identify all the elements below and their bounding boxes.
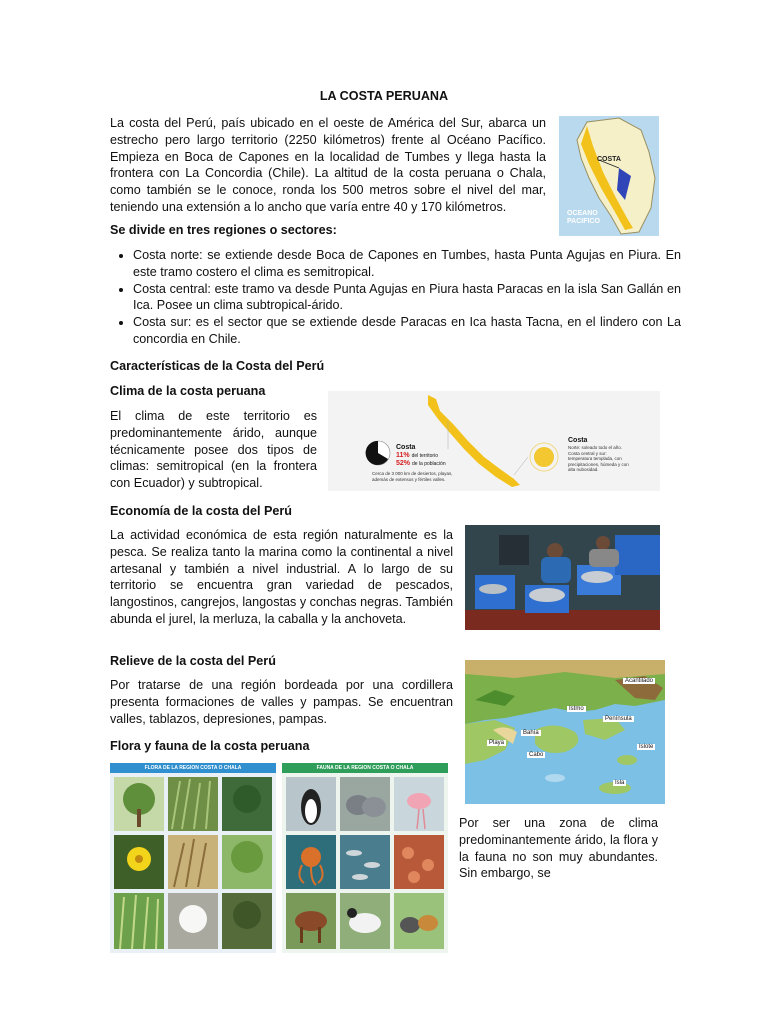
relief-label-peninsula: Península (605, 716, 632, 722)
fauna-panel-title: FAUNA DE LA REGION COSTA O CHALA (282, 763, 448, 773)
intro-paragraph: La costa del Perú, país ubicado en el oeste de América del Sur, abarca un estrecho pero largo territorio (2250 kilómetros) frente al Océano Pacífico. Empieza en Boca de Capones en la localidad de Tumbes y llega hasta la frontera con La Concordia (Chile). La altitud de la costa peruana o Chala, como también se le conoce, ronda los 500 metros sobre el nivel del mar, teniendo una extensión a lo ancho que varía entre 40 y 170 kilómetros. (110, 116, 546, 214)
map-label-ocean-1: OCEANO (567, 210, 598, 217)
peru-map-figure (559, 116, 659, 236)
relief-label-istmo: Istmo (569, 706, 584, 712)
climate-paragraph: El clima de este territorio es predominantemente árido, aunque técnicamente posee dos tipos de climas: semitropical (en la frontera con Ecuador) y subtropical. (110, 409, 317, 491)
infographic-note: Cerca de 3 000 km de desiertos, playas, además de extensos y fértiles valles. (372, 471, 453, 482)
territory-label: del territorio (411, 453, 438, 459)
flora-heading: Flora y fauna de la costa peruana (110, 739, 310, 753)
fishing-photo (465, 525, 660, 630)
economy-heading: Economía de la costa del Perú (110, 504, 292, 518)
flora-panel (110, 763, 276, 953)
infographic-right-title: Costa (568, 437, 588, 444)
infographic-costa-label: Costa (396, 444, 416, 451)
list-item: • Costa sur: es el sector que se extiende desde Paracas en Ica hasta Tacna, en el lindero con La concordia en Chile. (133, 314, 681, 348)
relief-label-islote: Islote (639, 744, 654, 750)
economy-paragraph: La actividad económica de esta región naturalmente es la pesca. Se realiza tanto la marina como la continental a nivel artesanal y también a nivel industrial. A lo largo de su territorio se encuentra gran variedad de pescados, langostinos, cangrejos, langostas y conchas negras. También abunda el jurel, la merluza, la caballa y la anchoveta. (110, 528, 453, 626)
page-title: LA COSTA PERUANA (319, 89, 449, 103)
relief-label-cabo: Cabo (529, 752, 544, 758)
list-item: • Costa norte: se extiende desde Boca de Capones en Tumbes, hasta Punta Agujas en Piura. En este tramo costero el clima es semitropical. (133, 247, 681, 281)
map-label-ocean-2: PACIFICO (567, 218, 600, 225)
relief-label-isla: Isla (615, 780, 625, 786)
fauna-panel (282, 763, 448, 953)
relief-paragraph: Por tratarse de una región bordeada por una cordillera presenta formaciones de valles y pampas. Se encuentran valles, tablazos, depresiones, pampas. (110, 678, 453, 726)
list-item: • Costa central: este tramo va desde Punta Agujas en Piura hasta Paracas en la isla San Gallán en Ica. Posee un clima subtropical-árido. (133, 281, 681, 315)
regions-list (110, 247, 681, 348)
infographic-right-text: Norte: soleado todo el año. Costa central y sur: temperatura templada, con precipitaciones, húmeda y con alta nubosidad. (568, 445, 629, 472)
closing-paragraph: Por ser una zona de clima predominantemente árido, la flora y la fauna no son muy abundantes. Sin embargo, se (459, 816, 658, 881)
relief-diagram (465, 660, 665, 804)
divide-heading: Se divide en tres regiones o sectores: (110, 223, 337, 237)
relief-label-bahia: Bahía (523, 730, 539, 736)
climate-heading: Clima de la costa peruana (110, 384, 266, 398)
relief-heading: Relieve de la costa del Perú (110, 654, 276, 668)
population-percent: 52% (396, 460, 411, 467)
relief-label-playa: Playa (489, 740, 505, 746)
climate-infographic (328, 391, 660, 491)
relief-label-acantilado: Acantilado (625, 678, 654, 684)
map-label-costa: COSTA (597, 156, 621, 163)
flora-panel-title: FLORA DE LA REGION COSTA O CHALA (110, 763, 276, 773)
population-label: de la población (411, 461, 446, 467)
characteristics-heading: Características de la Costa del Perú (110, 359, 325, 373)
territory-percent: 11% (396, 452, 410, 459)
